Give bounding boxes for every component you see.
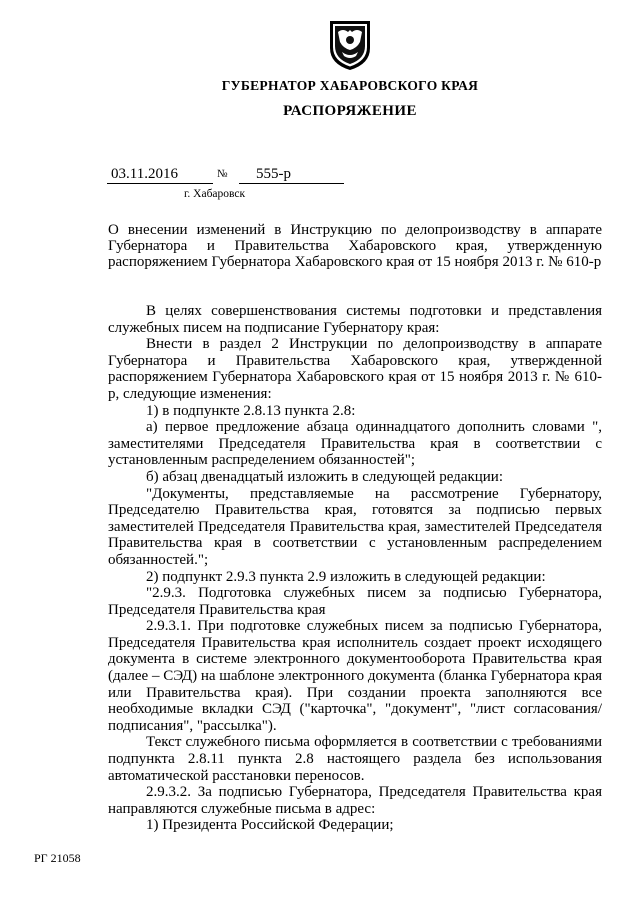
body-paragraph: 1) в подпункте 2.8.13 пункта 2.8: — [146, 402, 356, 419]
issuing-authority-title: ГУБЕРНАТОР ХАБАРОВСКОГО КРАЯ — [221, 78, 479, 93]
document-number: 555-р — [239, 166, 344, 184]
body-paragraph: 2.9.3.2. За подписью Губернатора, Председателя Правительства края направляются служебные письма в адрес: — [108, 784, 602, 817]
body-paragraph: б) абзац двенадцатый изложить в следующей редакции: — [146, 468, 503, 485]
body-paragraph: а) первое предложение абзаца одиннадцатого дополнить словами ", заместителями Председателя Правительства края в соответствии с установленным распределением обязанностей"; — [108, 419, 602, 469]
footer-registration-code: РГ 21058 — [34, 851, 81, 865]
body-paragraph: 1) Президента Российской Федерации; — [146, 817, 394, 834]
body-paragraph: Внести в раздел 2 Инструкции по делопроизводству в аппарате Губернатора и Правительства Хабаровского края, утвержденной распоряжением Губернатора Хабаровского края от 15 ноября 2013 г. № 610-р, следующие изменения: — [108, 336, 602, 402]
coat-of-arms-emblem — [327, 18, 373, 72]
document-subject: О внесении изменений в Инструкцию по делопроизводству в аппарате Губернатора и Правительства Хабаровского края, утвержденную распоряжением Губернатора Хабаровского края от 15 ноября 2013 г. № 610-р — [108, 222, 602, 270]
body-paragraph: "2.9.3. Подготовка служебных писем за подписью Губернатора, Председателя Правительства края — [108, 585, 602, 618]
body-paragraph: 2) подпункт 2.9.3 пункта 2.9 изложить в следующей редакции: — [146, 568, 546, 585]
document-type-title: РАСПОРЯЖЕНИЕ — [283, 103, 417, 119]
document-date: 03.11.2016 — [107, 166, 213, 184]
place-of-issue: г. Хабаровск — [184, 188, 246, 200]
body-paragraph: В целях совершенствования системы подготовки и представления служебных писем на подписание Губернатору края: — [108, 303, 602, 336]
body-paragraph: "Документы, представляемые на рассмотрение Губернатору, Председателю Правительства края, готовятся за подписью первых заместителей Председателя Правительства края, заместителей Председателя Правительства края в соответствии с установленным распределением обязанностей."; — [108, 485, 602, 568]
number-label: № — [217, 168, 228, 180]
body-paragraph: Текст служебного письма оформляется в соответствии с требованиями подпункта 2.8.11 пункта 2.8 настоящего раздела без использования автоматической расстановки переносов. — [108, 734, 602, 784]
document-body — [108, 303, 602, 834]
body-paragraph: 2.9.3.1. При подготовке служебных писем за подписью Губернатора, Председателя Правительства края исполнитель создает проект исходящего документа в системе электронного документооборота Правительства края (далее – СЭД) на шаблоне электронного документа (бланка Губернатора края или Правительства края). При создании проекта заполняются все необходимые вкладки СЭД ("карточка", "документ", "лист согласования/подписания", "рассылка"). — [108, 618, 603, 734]
